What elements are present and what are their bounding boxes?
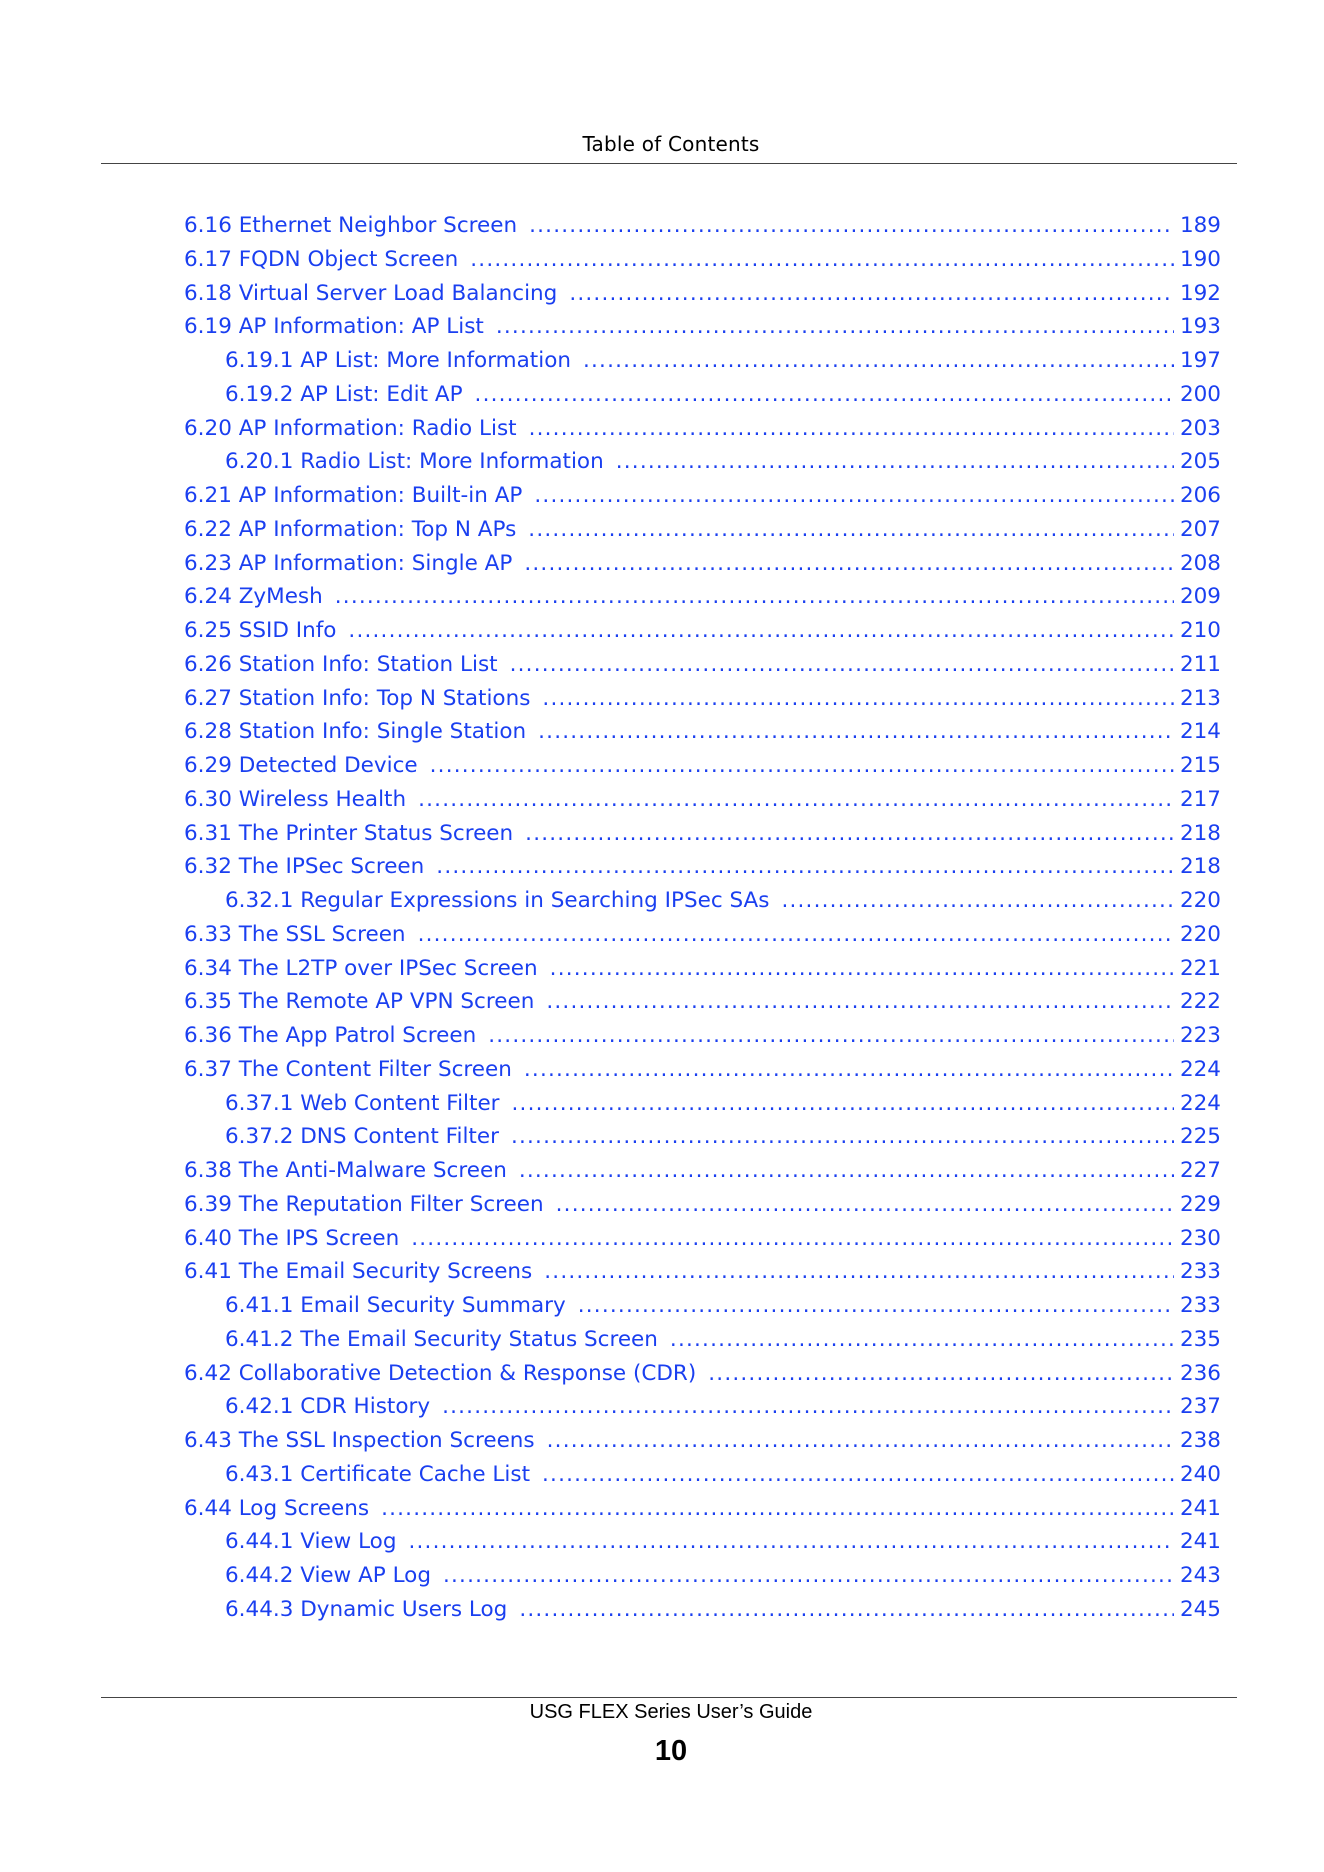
toc-dot-leader (475, 378, 1174, 412)
toc-entry[interactable] (184, 310, 1221, 344)
toc-entry-page-number: 208 (1179, 550, 1221, 576)
toc-dot-leader (616, 445, 1174, 479)
toc-dot-leader (546, 985, 1174, 1019)
toc-entry-title: 6.30 Wireless Health (184, 786, 407, 812)
toc-dot-leader (708, 1357, 1174, 1391)
toc-entry-page-number: 227 (1179, 1158, 1221, 1183)
toc-dot-leader (538, 715, 1174, 749)
toc-entry[interactable] (184, 580, 1221, 614)
toc-entry-page-number: 218 (1179, 854, 1221, 880)
toc-entry-page-number: 214 (1179, 719, 1221, 745)
toc-entry-title: 6.42.1 CDR History (225, 1394, 431, 1420)
toc-entry[interactable] (184, 1357, 1221, 1391)
toc-dot-leader (547, 1424, 1174, 1458)
toc-entry-title: 6.20.1 Radio List: More Information (225, 449, 604, 475)
toc-entry-title: 6.31 The Printer Status Screen (184, 820, 514, 846)
toc-entry-page-number: 222 (1179, 989, 1221, 1015)
toc-entry-page-number: 207 (1179, 516, 1221, 542)
toc-entry[interactable] (184, 1525, 1221, 1559)
toc-entry-title: 6.37.1 Web Content Filter (225, 1090, 500, 1116)
toc-entry[interactable] (184, 1289, 1221, 1323)
toc-dot-leader (348, 614, 1174, 648)
toc-dot-leader (524, 547, 1174, 581)
footer-guide-title: USG FLEX Series User’s Guide (529, 1701, 813, 1723)
toc-dot-leader (569, 277, 1174, 311)
toc-entry[interactable] (184, 1222, 1221, 1256)
toc-entry-title: 6.23 AP Information: Single AP (184, 550, 513, 576)
toc-entry-title: 6.28 Station Info: Single Station (184, 719, 527, 745)
toc-entry-page-number: 193 (1179, 314, 1221, 340)
toc-entry[interactable] (184, 243, 1221, 277)
toc-entry-title: 6.32.1 Regular Expressions in Searching IPSec SAs (225, 888, 770, 913)
toc-entry-page-number: 230 (1179, 1225, 1221, 1251)
toc-entry[interactable] (184, 412, 1221, 446)
toc-entry[interactable] (184, 277, 1221, 311)
toc-entry[interactable] (184, 749, 1221, 783)
toc-entry-page-number: 241 (1179, 1529, 1221, 1555)
toc-entry-page-number: 240 (1179, 1461, 1221, 1487)
toc-entry-title: 6.42 Collaborative Detection & Response (CDR) (184, 1360, 697, 1386)
toc-dot-leader (542, 682, 1174, 716)
toc-dot-leader (519, 1154, 1174, 1188)
toc-dot-leader (430, 749, 1174, 783)
toc-entry[interactable] (184, 1019, 1221, 1053)
toc-entry-title: 6.35 The Remote AP VPN Screen (184, 989, 535, 1015)
toc-dot-leader (488, 1019, 1174, 1053)
toc-entry[interactable] (184, 1424, 1221, 1458)
toc-dot-leader (443, 1559, 1174, 1593)
toc-dot-leader (556, 1188, 1174, 1222)
toc-entry[interactable] (184, 884, 1221, 918)
toc-entry-page-number: 190 (1179, 246, 1221, 272)
toc-entry[interactable] (184, 1390, 1221, 1424)
toc-entry[interactable] (184, 648, 1221, 682)
toc-dot-leader (529, 412, 1174, 446)
toc-entry-title: 6.19.2 AP List: Edit AP (225, 381, 463, 407)
toc-dot-leader (583, 344, 1174, 378)
toc-entry-title: 6.36 The App Patrol Screen (184, 1023, 477, 1048)
toc-entry[interactable] (184, 985, 1221, 1019)
toc-entry-title: 6.39 The Reputation Filter Screen (184, 1191, 544, 1217)
toc-entry[interactable] (184, 445, 1221, 479)
toc-entry-page-number: 209 (1179, 584, 1221, 610)
toc-entry[interactable] (184, 715, 1221, 749)
toc-entry-title: 6.17 FQDN Object Screen (184, 246, 459, 272)
toc-entry-page-number: 243 (1179, 1563, 1221, 1588)
toc-entry-title: 6.41 The Email Security Screens (184, 1259, 533, 1285)
toc-dot-leader (496, 310, 1174, 344)
toc-entry-title: 6.20 AP Information: Radio List (184, 415, 517, 441)
toc-entry-page-number: 233 (1179, 1293, 1221, 1318)
toc-dot-leader (511, 1120, 1174, 1154)
toc-entry-page-number: 238 (1179, 1428, 1221, 1453)
toc-dot-leader (418, 783, 1174, 817)
toc-entry[interactable] (184, 513, 1221, 547)
toc-entry-page-number: 233 (1179, 1259, 1221, 1285)
toc-entry-title: 6.18 Virtual Server Load Balancing (184, 280, 558, 306)
toc-entry[interactable] (184, 614, 1221, 648)
toc-dot-leader (335, 580, 1174, 614)
toc-entry-page-number: 217 (1179, 786, 1221, 812)
toc-entry-title: 6.22 AP Information: Top N APs (184, 516, 517, 542)
toc-entry-page-number: 237 (1179, 1394, 1221, 1420)
toc-entry-title: 6.41.2 The Email Security Status Screen (225, 1326, 658, 1352)
toc-entry[interactable] (184, 479, 1221, 513)
toc-dot-leader (519, 1593, 1174, 1627)
toc-entry[interactable] (184, 1154, 1221, 1188)
toc-entry-page-number: 215 (1179, 753, 1221, 778)
toc-entry-title: 6.37.2 DNS Content Filter (225, 1124, 499, 1150)
toc-entry[interactable] (184, 378, 1221, 412)
toc-entry-title: 6.43 The SSL Inspection Screens (184, 1428, 535, 1453)
toc-entry-page-number: 192 (1179, 280, 1221, 306)
table-of-contents (184, 209, 1221, 1627)
toc-entry-page-number: 235 (1179, 1326, 1221, 1352)
toc-entry-page-number: 225 (1179, 1124, 1221, 1150)
toc-entry-page-number: 197 (1179, 348, 1221, 373)
toc-dot-leader (512, 1087, 1174, 1121)
toc-entry-page-number: 206 (1179, 483, 1221, 508)
toc-entry[interactable] (184, 850, 1221, 884)
toc-dot-leader (781, 884, 1174, 918)
toc-dot-leader (542, 1458, 1174, 1492)
toc-dot-leader (528, 513, 1174, 547)
toc-entry[interactable] (184, 783, 1221, 817)
toc-entry[interactable] (184, 817, 1221, 851)
toc-entry[interactable] (184, 1323, 1221, 1357)
toc-dot-leader (670, 1323, 1174, 1357)
toc-entry-title: 6.19.1 AP List: More Information (225, 348, 571, 373)
toc-entry[interactable] (184, 344, 1221, 378)
toc-dot-leader (470, 243, 1174, 277)
toc-entry-page-number: 203 (1179, 415, 1221, 441)
toc-entry-title: 6.29 Detected Device (184, 753, 418, 778)
toc-entry[interactable] (184, 547, 1221, 581)
toc-entry[interactable] (184, 1593, 1221, 1627)
toc-dot-leader (411, 1222, 1174, 1256)
toc-entry-page-number: 224 (1179, 1056, 1221, 1082)
toc-dot-leader (550, 952, 1174, 986)
toc-entry-page-number: 213 (1179, 685, 1221, 711)
toc-entry-title: 6.44.2 View AP Log (225, 1563, 431, 1588)
toc-entry-title: 6.44.3 Dynamic Users Log (225, 1596, 508, 1622)
toc-entry-page-number: 210 (1179, 618, 1221, 643)
toc-dot-leader (442, 1390, 1174, 1424)
toc-dot-leader (408, 1525, 1173, 1559)
toc-entry-page-number: 200 (1179, 381, 1221, 407)
toc-entry-title: 6.24 ZyMesh (184, 584, 323, 610)
toc-entry[interactable] (184, 1053, 1221, 1087)
toc-entry-title: 6.44 Log Screens (184, 1495, 370, 1521)
toc-entry-title: 6.19 AP Information: AP List (184, 314, 484, 340)
toc-entry[interactable] (184, 1255, 1221, 1289)
toc-entry[interactable] (184, 1559, 1221, 1593)
toc-entry[interactable] (184, 682, 1221, 716)
toc-entry-title: 6.44.1 View Log (225, 1529, 397, 1555)
toc-dot-leader (436, 850, 1174, 884)
toc-entry-page-number: 220 (1179, 888, 1221, 913)
toc-dot-leader (418, 918, 1174, 952)
toc-entry-title: 6.41.1 Email Security Summary (225, 1293, 566, 1318)
toc-entry[interactable] (184, 1120, 1221, 1154)
toc-entry[interactable] (184, 1492, 1221, 1526)
toc-dot-leader (381, 1492, 1174, 1526)
toc-entry-page-number: 221 (1179, 955, 1221, 981)
toc-entry-title: 6.34 The L2TP over IPSec Screen (184, 955, 538, 981)
toc-entry-title: 6.32 The IPSec Screen (184, 854, 425, 880)
toc-entry-title: 6.16 Ethernet Neighbor Screen (184, 213, 518, 238)
toc-entry-page-number: 245 (1179, 1596, 1221, 1622)
toc-entry[interactable] (184, 1188, 1221, 1222)
toc-entry-page-number: 224 (1179, 1090, 1221, 1116)
toc-entry-page-number: 218 (1179, 820, 1221, 846)
toc-entry-title: 6.27 Station Info: Top N Stations (184, 685, 531, 711)
toc-dot-leader (510, 648, 1174, 682)
toc-dot-leader (525, 817, 1174, 851)
toc-dot-leader (578, 1289, 1174, 1323)
toc-entry-title: 6.40 The IPS Screen (184, 1225, 400, 1251)
toc-dot-leader (529, 209, 1174, 243)
toc-entry-page-number: 241 (1179, 1495, 1221, 1521)
header-rule (101, 163, 1237, 164)
toc-entry-page-number: 229 (1179, 1191, 1221, 1217)
toc-entry-page-number: 223 (1179, 1023, 1221, 1048)
toc-entry-page-number: 211 (1179, 651, 1221, 677)
toc-entry-page-number: 236 (1179, 1360, 1221, 1386)
toc-entry-page-number: 220 (1179, 921, 1221, 947)
toc-entry-title: 6.38 The Anti-Malware Screen (184, 1158, 507, 1183)
footer-page-number: 10 (654, 1735, 688, 1767)
toc-entry-page-number: 205 (1179, 449, 1221, 475)
toc-dot-leader (534, 479, 1174, 513)
toc-dot-leader (524, 1053, 1174, 1087)
toc-entry[interactable] (184, 1087, 1221, 1121)
toc-entry-title: 6.26 Station Info: Station List (184, 651, 498, 677)
toc-entry-title: 6.43.1 Certificate Cache List (225, 1461, 531, 1487)
page-header-title: Table of Contents (582, 132, 760, 156)
toc-entry[interactable] (184, 1458, 1221, 1492)
toc-entry-title: 6.25 SSID Info (184, 618, 337, 643)
toc-entry-title: 6.33 The SSL Screen (184, 921, 406, 947)
toc-entry-title: 6.21 AP Information: Built-in AP (184, 483, 523, 508)
toc-entry-title: 6.37 The Content Filter Screen (184, 1056, 512, 1082)
toc-dot-leader (544, 1255, 1174, 1289)
toc-entry[interactable] (184, 918, 1221, 952)
toc-entry-page-number: 189 (1179, 213, 1221, 238)
toc-entry[interactable] (184, 952, 1221, 986)
toc-entry[interactable] (184, 209, 1221, 243)
